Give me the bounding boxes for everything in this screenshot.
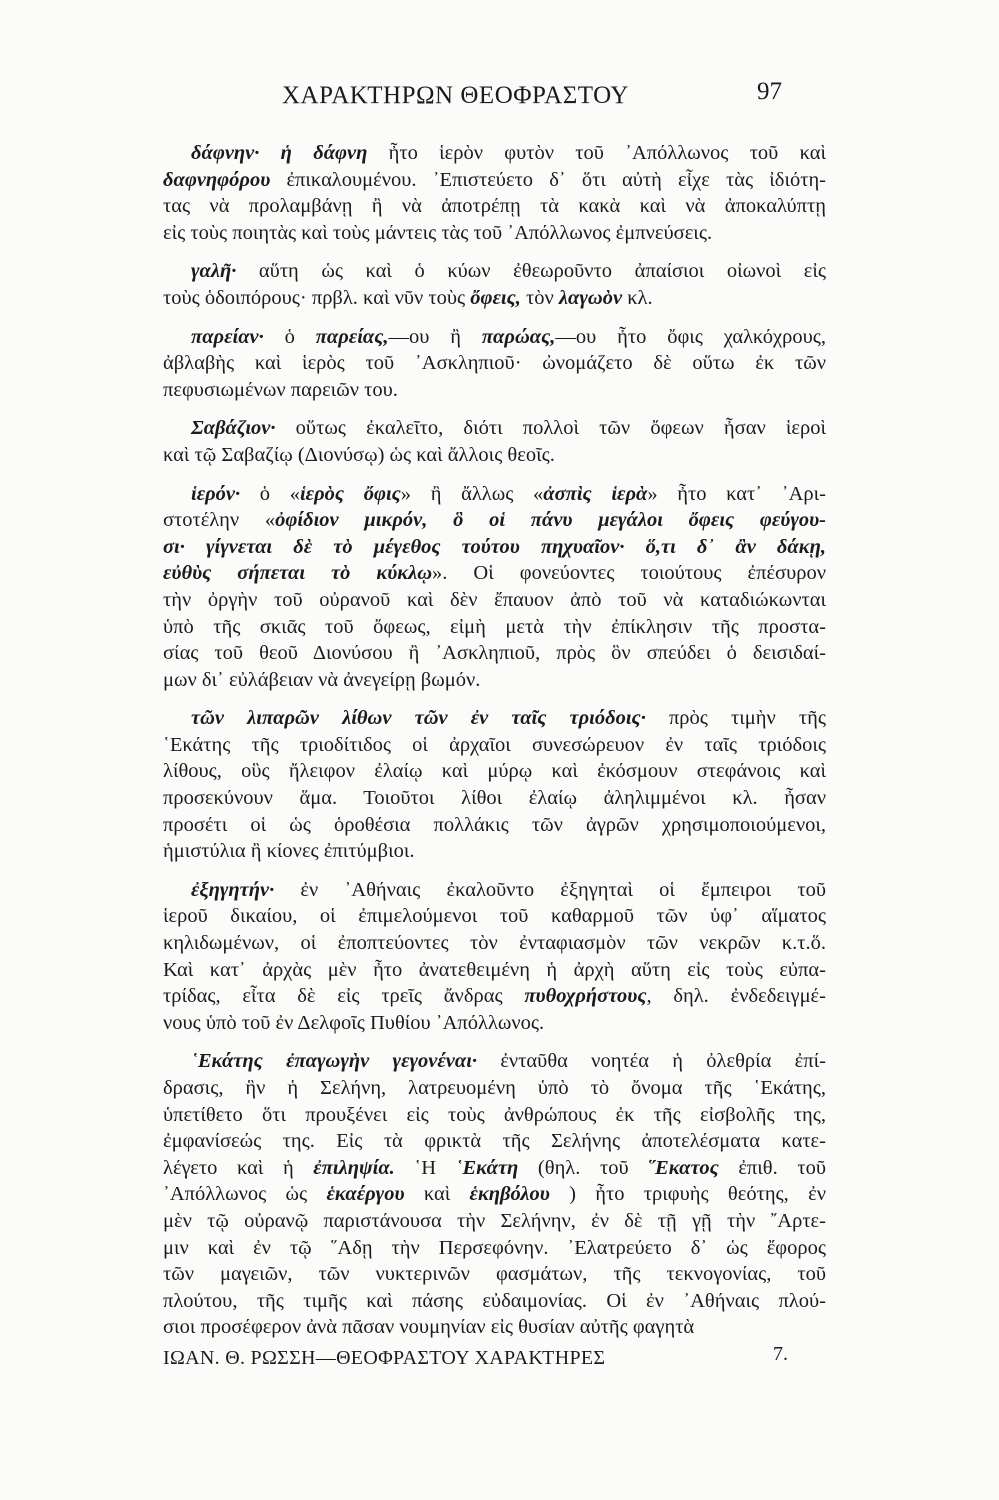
lemma-term: παρείας, — [315, 325, 389, 348]
lemma-term: ῾Εκάτης ἐπαγωγὴν γεγονέναι· — [191, 1050, 478, 1073]
text-segment: στοτέλην « — [163, 509, 276, 532]
text-line — [163, 877, 826, 904]
text-line — [163, 1235, 826, 1262]
lemma-term: γαλῆ· — [191, 260, 237, 283]
text-line — [163, 614, 826, 641]
text-line — [163, 1010, 826, 1037]
text-segment: νους ὑπὸ τοῦ ἐν Δελφοῖς Πυθίου ᾿Απόλλωνος. — [163, 1011, 545, 1034]
lemma-term: λαγωὸν — [558, 286, 623, 309]
lemma-term: ῾Εκάτη — [455, 1156, 519, 1179]
text-line — [163, 930, 826, 957]
text-line — [163, 560, 826, 587]
text-segment: καὶ τῷ Σαβαζίῳ (Διονύσῳ) ὡς καὶ ἄλλοις θεοῖς. — [163, 443, 555, 466]
text-segment: μιν καὶ ἐν τῷ ῞Αδῃ τὴν Περσεφόνην. ᾿Ελατρεύετο δ᾿ ὡς ἔφορος — [163, 1236, 826, 1259]
lemma-term: εὐθὺς σήπεται τὸ κύκλῳ — [163, 562, 433, 585]
text-segment: ἐμφανίσεώς της. Εἰς τὰ φρικτὰ τῆς Σελήνης ἀποτελέσματα κατε- — [163, 1130, 826, 1153]
text-line — [163, 285, 826, 312]
text-segment: πεφυσιωμένων παρειῶν του. — [163, 378, 398, 401]
text-segment: μὲν τῷ οὐρανῷ παριστάνουσα τὴν Σελήνην, ἐν δὲ τῇ γῇ τὴν ῎Αρτε- — [163, 1209, 826, 1232]
text-line — [163, 838, 826, 865]
text-segment: Καὶ κατ᾿ ἀρχὰς μὲν ἦτο ἀνατεθειμένη ἡ ἀρχὴ αὕτη εἰς τοὺς εὐπα- — [163, 958, 826, 981]
paragraph — [163, 877, 826, 1037]
text-line — [163, 167, 826, 194]
lemma-term: παρείαν· — [191, 325, 264, 348]
text-segment: μων δι᾿ εὐλάβειαν νὰ ἀνεγείρῃ βωμόν. — [163, 668, 481, 691]
lemma-term: ἑκηβόλου — [469, 1183, 550, 1206]
lemma-term: πυθοχρήστους — [524, 985, 647, 1008]
text-segment: οὕτως ἐκαλεῖτο, διότι πολλοὶ τῶν ὄφεων ἦσαν ἱεροὶ — [275, 417, 826, 440]
text-segment: ὑπὸ τῆς σκιᾶς τοῦ ὄφεως, εἰμὴ μετὰ τὴν ἐπίκλησιν τῆς προστα- — [163, 615, 826, 638]
text-line — [163, 350, 826, 377]
paragraph — [163, 258, 826, 311]
text-segment: σίας τοῦ θεοῦ Διονύσου ἢ ᾿Ασκληπιοῦ, πρὸς ὃν σπεύδει ὁ δεισιδαί- — [163, 642, 826, 665]
text-segment: δρασις, ἣν ἡ Σελήνη, λατρευομένη ὑπὸ τὸ ὄνομα τῆς ῾Εκάτης, — [163, 1077, 826, 1099]
text-segment: ὑπετίθετο ὅτι προυξένει εἰς τοὺς ἀνθρώπους ἐκ τῆς εἰσβολῆς της, — [163, 1103, 826, 1126]
text-segment: —ου ἦτο ὄφις χαλκόχρους, — [555, 325, 827, 348]
text-segment: —ου ἢ — [388, 325, 482, 348]
text-line — [163, 324, 826, 351]
text-segment: ῾Εκάτης τῆς τριοδίτιδος οἱ ἀρχαῖοι συνεσώρευον ἐν ταῖς τριόδοις — [163, 733, 826, 756]
lemma-term: ἐξηγητήν· — [191, 878, 275, 901]
text-line — [163, 507, 826, 534]
text-line — [163, 220, 826, 247]
text-segment: λίθους, οὓς ἤλειφον ἐλαίῳ καὶ μύρῳ καὶ ἐκόσμουν στεφάνοις καὶ — [163, 760, 826, 783]
text-line — [163, 1102, 826, 1129]
text-line — [163, 785, 826, 812]
text-segment: πλούτου, τῆς τιμῆς καὶ πάσης εὐδαιμονίας. Οἱ ἐν ᾿Αθήναις πλού- — [163, 1289, 826, 1312]
lemma-term: παρώας, — [481, 325, 556, 348]
text-line — [163, 1048, 826, 1075]
text-segment: λέγετο καὶ ἡ — [163, 1156, 314, 1179]
text-segment: τας νὰ προλαμβάνῃ ἢ νὰ ἀποτρέπῃ τὰ κακὰ καὶ νὰ ἀποκαλύπτῃ — [163, 195, 826, 218]
lemma-term: ῞Εκατος — [648, 1156, 719, 1179]
text-segment: ἐπικαλουμένου. ᾿Επιστεύετο δ᾿ ὅτι αὐτὴ εἶχε τὰς ἰδιότη- — [270, 168, 826, 191]
text-segment: προσεκύνουν ἅμα. Τοιοῦτοι λίθοι ἐλαίῳ ἀληλιμμένοι κλ. ἦσαν — [163, 787, 826, 810]
paragraph — [163, 415, 826, 468]
text-line — [163, 258, 826, 285]
text-line — [163, 812, 826, 839]
text-segment: τῶν μαγειῶν, τῶν νυκτερινῶν φασμάτων, τῆς τεκνογονίας, τοῦ — [163, 1263, 826, 1286]
paragraph — [163, 705, 826, 865]
lemma-term: δάφνην· ἡ δάφνη — [191, 142, 368, 164]
text-segment: ἡμιστύλια ἢ κίονες ἐπιτύμβιοι. — [163, 840, 415, 863]
text-segment: » ἦτο κατ᾿ ᾿Αρι- — [647, 482, 826, 505]
text-line — [163, 534, 826, 561]
text-segment: ἱεροῦ δικαίου, οἱ ἐπιμελούμενοι τοῦ καθαρμοῦ τῶν ὑφ᾿ αἵματος — [163, 905, 826, 928]
text-segment: ᾿Απόλλωνος ὡς — [163, 1183, 327, 1206]
text-segment: ) ἦτο τριφυὴς θεότης, ἐν — [549, 1183, 826, 1206]
text-segment: ἐνταῦθα νοητέα ἡ ὀλεθρία ἐπί- — [477, 1050, 826, 1073]
text-line — [163, 983, 826, 1010]
text-segment: κλ. — [622, 286, 653, 309]
text-line — [163, 705, 826, 732]
text-line — [163, 481, 826, 508]
text-line — [163, 140, 826, 167]
text-line — [163, 758, 826, 785]
paragraph — [163, 1048, 826, 1341]
text-segment: ὁ — [263, 325, 316, 348]
text-segment: πρὸς τιμὴν τῆς — [645, 707, 826, 730]
text-line — [163, 1155, 826, 1182]
lemma-term: ἀσπὶς ἱερὰ — [543, 482, 648, 505]
text-segment: τρίδας, εἶτα δὲ εἰς τρεῖς ἄνδρας — [163, 985, 525, 1008]
text-line — [163, 1261, 826, 1288]
lemma-term: ἐπιληψία. — [313, 1156, 395, 1179]
text-segment: » ἢ ἄλλως « — [400, 482, 544, 505]
lemma-term: ἱερὸς ὄφις — [299, 482, 401, 505]
text-segment: τὸν — [520, 286, 559, 309]
text-segment: κηλιδωμένων, οἱ ἐποπτεύοντες τὸν ἐνταφιασμὸν τῶν νεκρῶν κ.τ.ὅ. — [163, 932, 826, 955]
text-line — [163, 1181, 826, 1208]
text-segment: αὕτη ὡς καὶ ὁ κύων ἐθεωροῦντο ἀπαίσιοι οἰωνοὶ εἰς — [236, 260, 826, 283]
text-line — [163, 1314, 826, 1341]
text-line — [163, 903, 826, 930]
lemma-term: σι· γίγνεται δὲ τὸ μέγεθος τούτου πηχυαῖον· ὅ,τι δ᾿ ἂν δάκῃ, — [163, 535, 826, 558]
text-line — [163, 415, 826, 442]
text-line — [163, 1208, 826, 1235]
lemma-term: ἱερόν· — [191, 482, 241, 505]
paragraph — [163, 324, 826, 404]
paragraph — [163, 140, 826, 246]
text-line — [163, 732, 826, 759]
text-line — [163, 1288, 826, 1315]
page-number: 97 — [757, 78, 782, 105]
text-segment: σιοι προσέφερον ἀνὰ πᾶσαν νουμηνίαν εἰς θυσίαν αὐτῆς φαγητὰ — [163, 1316, 695, 1339]
lemma-term: τῶν λιπαρῶν λίθων τῶν ἐν ταῖς τριόδοις· — [191, 707, 646, 730]
text-segment: (θηλ. τοῦ — [518, 1156, 649, 1179]
text-line — [163, 193, 826, 220]
text-line — [163, 377, 826, 404]
text-segment: ῾Η — [394, 1156, 456, 1179]
text-segment: προσέτι οἱ ὡς ὁροθέσια πολλάκις τῶν ἀγρῶν χρησιμοποιούμενοι, — [163, 813, 826, 836]
text-segment: ὁ « — [240, 482, 300, 505]
running-title: ΧΑΡΑΚΤΗΡΩΝ ΘΕΟΦΡΑΣΤΟΥ — [282, 82, 629, 109]
text-segment: εἰς τοὺς ποιητὰς καὶ τοὺς μάντεις τὰς τοῦ ᾿Απόλλωνος ἐμπνεύσεις. — [163, 221, 713, 244]
text-line — [163, 640, 826, 667]
page-header — [0, 78, 999, 116]
text-line — [163, 957, 826, 984]
text-segment: ἐπιθ. τοῦ — [718, 1156, 826, 1179]
text-segment: ἦτο ἱερὸν φυτὸν τοῦ ᾿Απόλλωνος τοῦ καὶ — [367, 142, 827, 164]
text-segment: ἐν ᾿Αθήναις ἐκαλοῦντο ἐξηγηταὶ οἱ ἔμπειροι τοῦ — [274, 878, 826, 901]
text-line — [163, 1128, 826, 1155]
text-segment: , δηλ. ἐνδεδειγμέ- — [646, 985, 826, 1008]
lemma-term: δαφνηφόρου — [163, 168, 271, 191]
text-line — [163, 587, 826, 614]
text-segment: τοὺς ὁδοιπόρους· πρβλ. καὶ νῦν τοὺς — [163, 286, 471, 309]
footer-signature: ΙΩΑΝ. Θ. ΡΩΣΣΗ—ΘΕΟΦΡΑΣΤΟΥ ΧΑΡΑΚΤΗΡΕΣ — [163, 1347, 606, 1369]
lemma-term: Σαβάζιον· — [191, 417, 276, 440]
paragraph — [163, 481, 826, 694]
lemma-term: ὄφεις, — [470, 286, 521, 309]
text-line — [163, 667, 826, 694]
text-line — [163, 1075, 826, 1102]
text-segment: τὴν ὀργὴν τοῦ οὐρανοῦ καὶ δὲν ἔπαυον ἀπὸ τοῦ νὰ καταδιώκωνται — [163, 588, 826, 611]
text-segment: ». Οἱ φονεύοντες τοιούτους ἐπέσυρον — [432, 562, 827, 585]
text-segment: καὶ — [404, 1183, 470, 1206]
lemma-term: ὀφίδιον μικρόν, ὃ οἱ πάνυ μεγάλοι ὄφεις φεύγου- — [275, 509, 826, 532]
page-body — [163, 140, 826, 1353]
sheet-number: 7. — [773, 1343, 788, 1365]
text-segment: ἀβλαβὴς καὶ ἱερὸς τοῦ ᾿Ασκληπιοῦ· ὠνομάζετο δὲ οὕτω ἐκ τῶν — [163, 352, 826, 375]
lemma-term: ἑκαέργου — [326, 1183, 405, 1206]
text-line — [163, 442, 826, 469]
